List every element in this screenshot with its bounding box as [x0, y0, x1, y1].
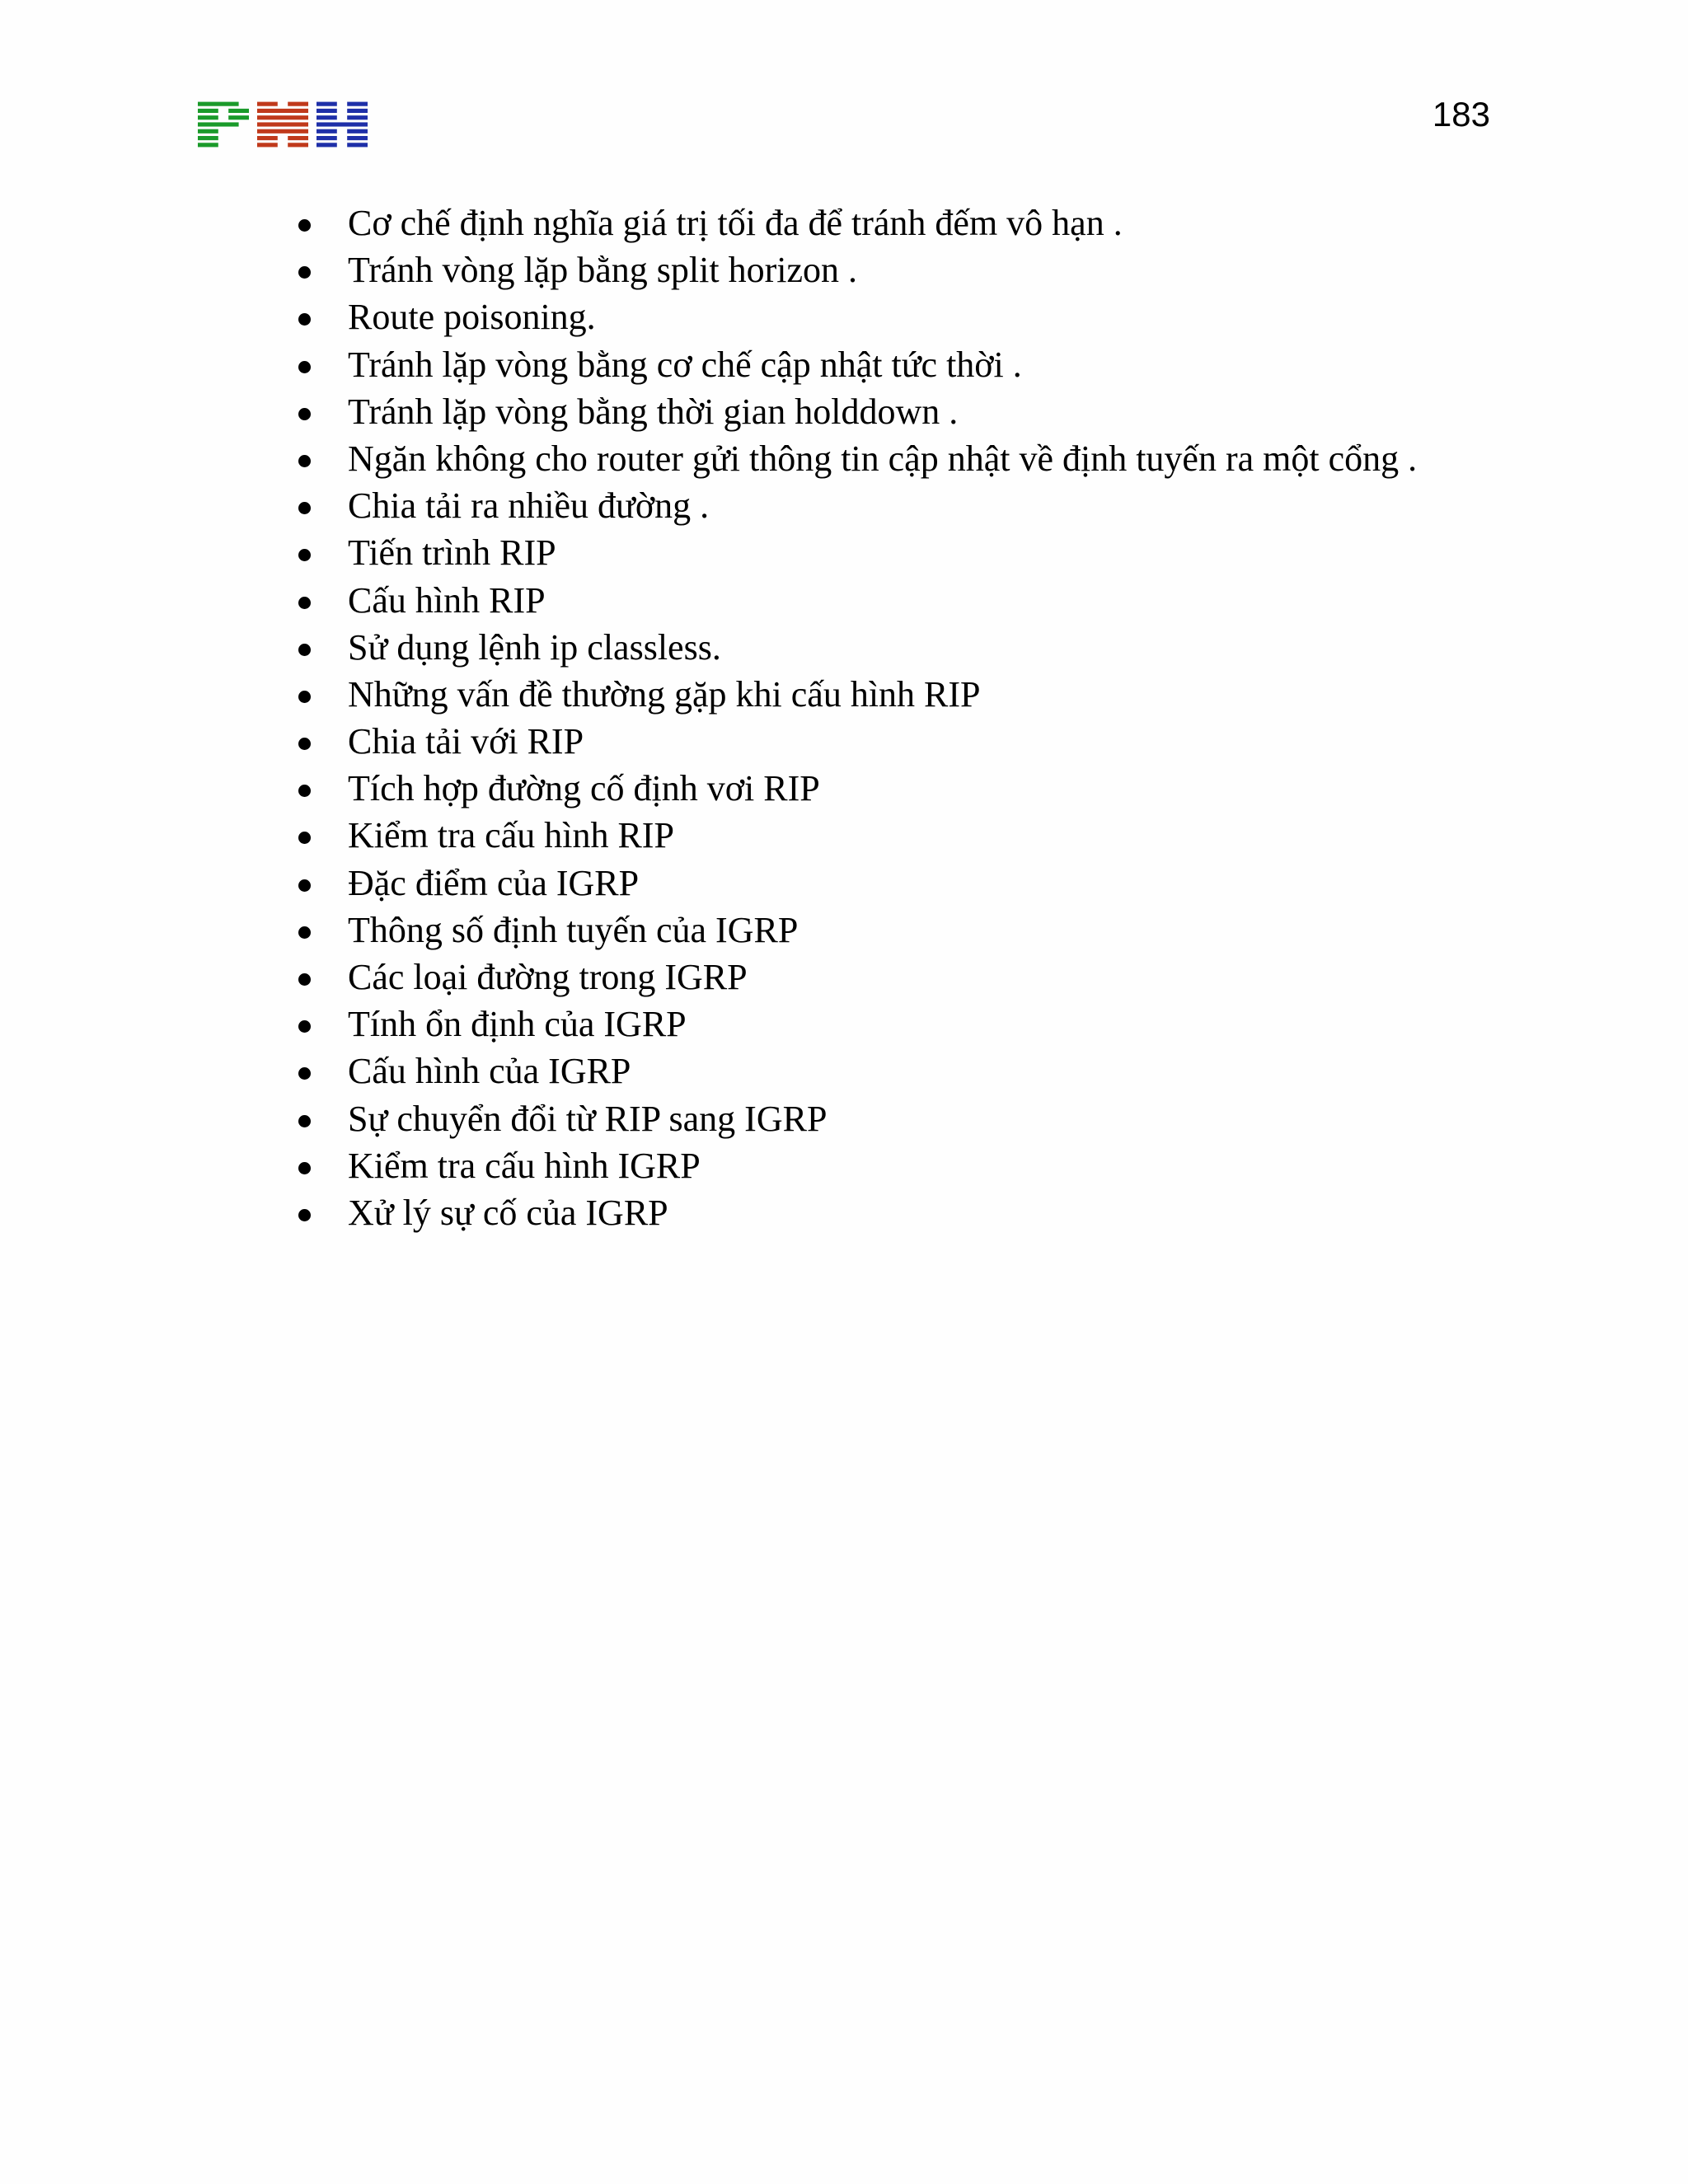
list-item-text: Kiểm tra cấu hình RIP	[348, 815, 674, 856]
page-header	[0, 0, 1688, 181]
list-item	[0, 1095, 1688, 1142]
list-item-text: Chia tải ra nhiều đường .	[348, 485, 710, 527]
bullet-icon	[298, 1115, 311, 1127]
list-item-text: Cơ chế định nghĩa giá trị tối đa để tránh đếm vô hạn .	[348, 203, 1123, 243]
bullet-icon	[298, 361, 311, 373]
bullet-icon	[298, 1209, 311, 1221]
list-item	[0, 765, 1688, 812]
list-item-text: Tính ổn định của IGRP	[348, 1004, 687, 1045]
list-item	[0, 671, 1688, 718]
list-item	[0, 341, 1688, 388]
page-number: 183	[1432, 95, 1490, 134]
logo-letter-h	[316, 102, 368, 148]
list-item	[0, 954, 1688, 1001]
topic-bullet-list	[0, 199, 1688, 1236]
list-item	[0, 860, 1688, 907]
list-item-text: Sử dụng lệnh ip classless.	[348, 626, 721, 668]
list-item	[0, 1189, 1688, 1236]
list-item	[0, 1001, 1688, 1047]
list-item	[0, 529, 1688, 576]
list-item-text: Route poisoning.	[348, 297, 596, 338]
list-item	[0, 199, 1688, 246]
list-item-text: Các loại đường trong IGRP	[348, 957, 748, 997]
bullet-icon	[298, 926, 311, 939]
list-item-text: Kiểm tra cấu hình IGRP	[348, 1145, 701, 1186]
list-item-text: Chia tải với RIP	[348, 721, 584, 762]
bullet-icon	[298, 644, 311, 656]
bullet-icon	[298, 691, 311, 703]
bullet-icon	[298, 1067, 311, 1080]
bullet-icon	[298, 408, 311, 420]
page-content	[0, 199, 1688, 1236]
list-item-text: Cấu hình RIP	[348, 579, 546, 621]
bullet-icon	[298, 219, 311, 232]
bullet-icon	[298, 597, 311, 609]
list-item	[0, 1047, 1688, 1094]
list-item	[0, 435, 1688, 482]
bullet-icon	[298, 832, 311, 844]
bullet-icon	[298, 502, 311, 514]
bullet-icon	[298, 455, 311, 467]
list-item	[0, 388, 1688, 435]
list-item-text: Tiến trình RIP	[348, 532, 556, 574]
list-item	[0, 907, 1688, 954]
list-item-text: Thông số định tuyến của IGRP	[348, 909, 799, 950]
list-item-text: Sự chuyển đổi từ RIP sang IGRP	[348, 1098, 828, 1139]
list-item-text: Tích hợp đường cố định vơi RIP	[348, 768, 820, 809]
logo-letter-n	[257, 102, 308, 148]
list-item	[0, 293, 1688, 340]
list-item-text: Xử lý sự cố của IGRP	[348, 1192, 668, 1233]
list-item-text: Tránh lặp vòng bằng thời gian holddown .	[348, 391, 959, 432]
list-item	[0, 577, 1688, 624]
list-item	[0, 812, 1688, 859]
bullet-icon	[298, 785, 311, 797]
bullet-icon	[298, 549, 311, 561]
bullet-icon	[298, 266, 311, 279]
bullet-icon	[298, 879, 311, 892]
logo-letter-p	[198, 102, 249, 148]
list-item-text: Đặc điểm của IGRP	[348, 862, 640, 903]
list-item-text: Ngăn không cho router gửi thông tin cập nhật về định tuyến ra một cổng .	[348, 438, 1418, 479]
list-item-text: Tránh vòng lặp bằng split horizon .	[348, 250, 857, 291]
list-item	[0, 1142, 1688, 1189]
list-item-text: Cấu hình của IGRP	[348, 1051, 631, 1092]
bullet-icon	[298, 1020, 311, 1033]
bullet-icon	[298, 973, 311, 986]
bullet-icon	[298, 738, 311, 750]
list-item	[0, 624, 1688, 671]
bullet-icon	[298, 1162, 311, 1174]
pnh-logo	[198, 101, 368, 148]
list-item	[0, 482, 1688, 529]
bullet-icon	[298, 313, 311, 326]
list-item-text: Những vấn đề thường gặp khi cấu hình RIP	[348, 673, 981, 715]
list-item	[0, 718, 1688, 765]
list-item	[0, 246, 1688, 293]
list-item-text: Tránh lặp vòng bằng cơ chế cập nhật tức thời .	[348, 344, 1022, 385]
